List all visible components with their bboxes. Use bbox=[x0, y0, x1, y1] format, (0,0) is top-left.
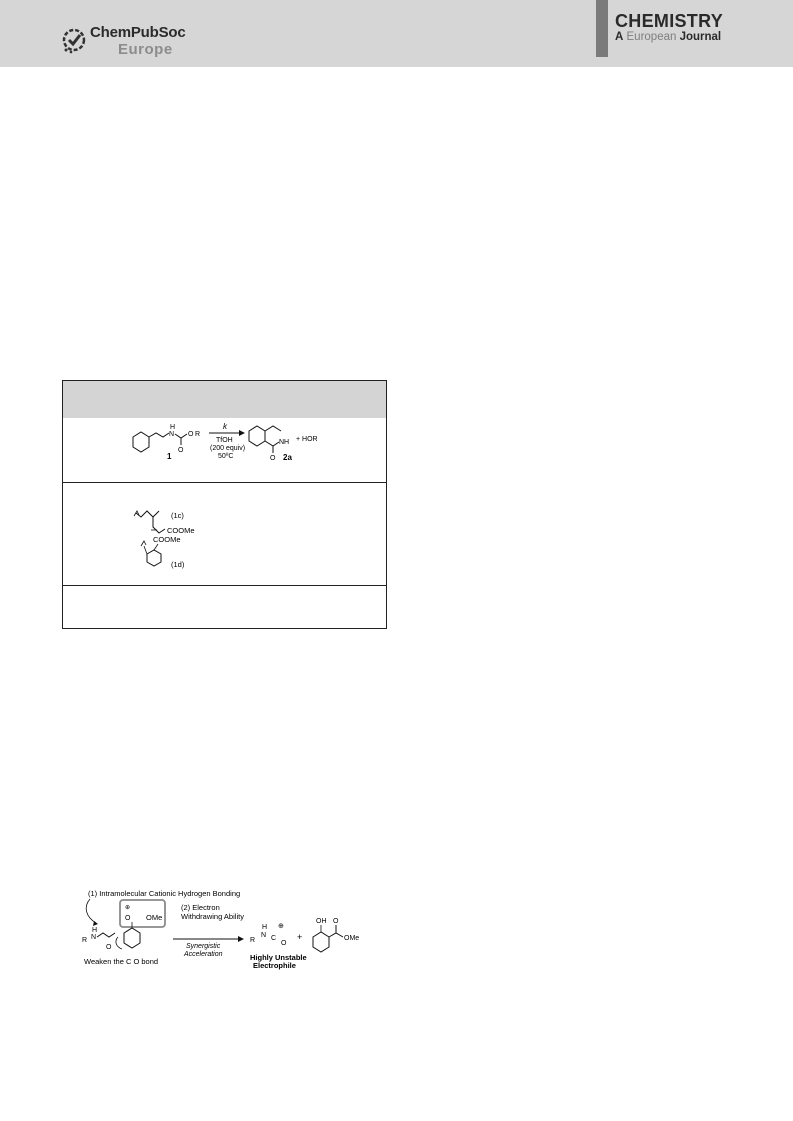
o-electrophile: O bbox=[281, 940, 287, 947]
journal-title: CHEMISTRY bbox=[615, 11, 724, 31]
journal-subtitle bbox=[615, 31, 721, 43]
reagent-label: TfOH bbox=[216, 437, 233, 444]
o-salicylate: O bbox=[333, 918, 339, 925]
chempubsoc-logo bbox=[60, 22, 200, 58]
label-1d: (1d) bbox=[171, 560, 185, 569]
temp-label: 50ºC bbox=[218, 453, 234, 460]
h-label: H bbox=[170, 424, 176, 431]
carbonyl-o-mech: O bbox=[125, 915, 131, 922]
arrow-top: Synergistic bbox=[186, 943, 221, 950]
publisher-name: ChemPubSoc bbox=[90, 24, 186, 41]
table-rule-top bbox=[63, 482, 386, 483]
journal-sub-a: A bbox=[615, 31, 624, 43]
label-1c: (1c) bbox=[171, 511, 184, 520]
o-mech: O bbox=[106, 944, 112, 951]
reaction-scheme bbox=[123, 421, 353, 479]
nh-label: NH bbox=[279, 439, 290, 446]
carbonyl-o-label: O bbox=[178, 447, 184, 454]
n-electrophile: N bbox=[261, 932, 267, 939]
product-o-label: O bbox=[270, 455, 276, 462]
note-electron-a: (2) Electron bbox=[181, 903, 220, 912]
chempubsoc-star-icon bbox=[60, 26, 88, 54]
equiv-label: (200 equiv) bbox=[210, 445, 246, 452]
label-1c-group: COOMe bbox=[167, 526, 195, 535]
rate-table bbox=[62, 380, 387, 629]
journal-bar bbox=[596, 0, 608, 57]
byproduct-label: + HOR bbox=[296, 436, 318, 443]
note-hydrogen-bonding: (1) Intramolecular Cationic Hydrogen Bonding bbox=[88, 889, 241, 898]
table-rule-bottom bbox=[63, 585, 386, 586]
arrow-bottom: Acceleration bbox=[184, 951, 223, 958]
plus-sign: + bbox=[297, 932, 303, 942]
substituent-structures bbox=[123, 499, 233, 579]
n-mech: N bbox=[91, 934, 97, 941]
publisher-sub: Europe bbox=[118, 41, 173, 58]
plus-charge: ⊕ bbox=[125, 905, 131, 911]
substrate-number: 1 bbox=[167, 452, 172, 461]
unstable-label-b: Electrophile bbox=[253, 961, 296, 970]
note-electron-b: Withdrawing Ability bbox=[181, 912, 244, 921]
product-number: 2a bbox=[283, 453, 292, 462]
r-mech: R bbox=[82, 937, 88, 944]
oh-label: OH bbox=[316, 918, 327, 925]
r-electrophile: R bbox=[250, 937, 256, 944]
plus-electrophile: ⊕ bbox=[278, 923, 284, 930]
rate-k: k bbox=[223, 422, 227, 431]
c-electrophile: C bbox=[271, 935, 277, 942]
n-label: N bbox=[169, 431, 175, 438]
ome-label: OMe bbox=[146, 913, 163, 922]
mechanism-scheme bbox=[78, 885, 378, 985]
h-electrophile: H bbox=[262, 924, 268, 931]
unstable-label-a: Highly Unstable bbox=[250, 953, 307, 962]
label-1d-group: COOMe bbox=[153, 535, 181, 544]
table-header bbox=[63, 381, 386, 418]
ome-salicylate: OMe bbox=[344, 935, 360, 942]
or-label: R bbox=[195, 431, 201, 438]
weaken-note: Weaken the C O bond bbox=[84, 957, 159, 966]
h-mech: H bbox=[92, 927, 98, 934]
o-ester-label: O bbox=[188, 431, 194, 438]
journal-sub-b: European bbox=[626, 31, 677, 43]
page-header bbox=[0, 0, 793, 67]
journal-sub-c: Journal bbox=[679, 31, 722, 43]
